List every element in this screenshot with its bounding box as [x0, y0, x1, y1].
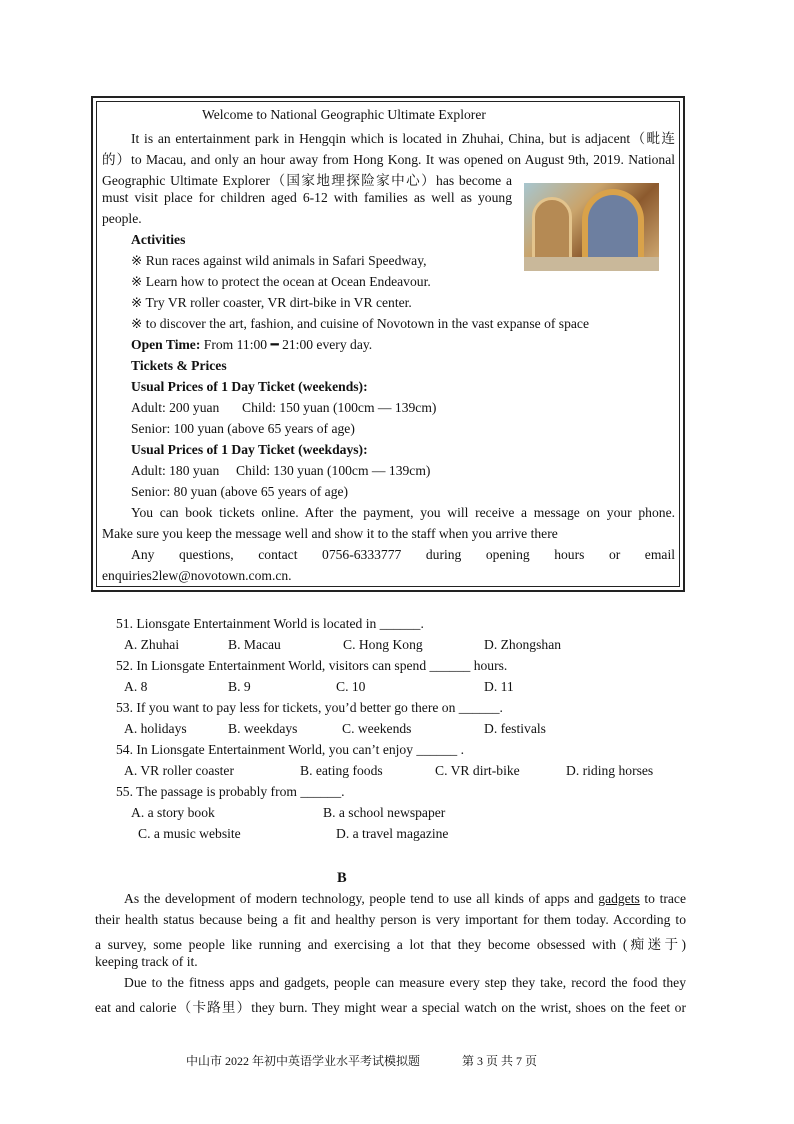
option: D. festivals [484, 721, 546, 736]
option: D. 11 [484, 679, 514, 694]
section-b-p2-line-1: Due to the fitness apps and gadgets, people can measure every step they take, record the food they [124, 975, 686, 990]
section-b-p2-line-2: eat and calorie（卡路里）they burn. They might wear a special watch on the wrist, shoes on the feet or [95, 1000, 686, 1015]
booking-line-2: Make sure you keep the message well and show it to the staff when you arrive there [102, 526, 558, 541]
intro-line-2: 的）to Macau, and only an hour away from Hong Kong. It was opened on August 9th, 2019. National [102, 152, 675, 167]
booking-line-1: You can book tickets online. After the payment, you will receive a message on your phone. [131, 505, 675, 520]
option: A. Zhuhai [124, 637, 180, 652]
weekday-senior-price: Senior: 80 yuan (above 65 years of age) [131, 484, 349, 499]
weekend-heading: Usual Prices of 1 Day Ticket (weekends): [131, 379, 368, 394]
option: D. a travel magazine [336, 826, 449, 841]
intro-line-4: must visit place for children aged 6-12 with families as well as young [102, 190, 512, 205]
section-b-heading: B [337, 870, 347, 886]
weekday-adult-price: Adult: 180 yuan [131, 463, 220, 478]
weekday-heading: Usual Prices of 1 Day Ticket (weekdays): [131, 442, 368, 457]
intro-line-5: people. [102, 211, 142, 226]
photo-main-arch [582, 189, 644, 267]
photo-floor [524, 257, 659, 271]
question-stem: 52. In Lionsgate Entertainment World, visitors can spend ______ hours. [116, 658, 508, 673]
activity-item: ※ Run races against wild animals in Safari Speedway, [131, 253, 427, 268]
option: B. a school newspaper [323, 805, 446, 820]
p1-text-after: to trace [639, 891, 686, 906]
section-b-p1-line-4: keeping track of it. [95, 954, 198, 969]
open-time-label: Open Time: [131, 337, 201, 352]
contact-line-1: Any questions, contact 0756-6333777 during opening hours or email [131, 547, 675, 562]
option: B. weekdays [228, 721, 298, 736]
option: A. VR roller coaster [124, 763, 234, 778]
question-stem: 54. In Lionsgate Entertainment World, you can’t enjoy ______ . [116, 742, 464, 757]
question-stem: 51. Lionsgate Entertainment World is located in ______. [116, 616, 424, 631]
footer-page-info: 第 3 页 共 7 页 [462, 1054, 538, 1068]
section-b-p1-line-3: a survey, some people like running and exercising a lot that they become obsessed with (痴迷于) [95, 937, 686, 952]
activity-item: ※ to discover the art, fashion, and cuisine of Novotown in the vast expanse of space [131, 316, 589, 331]
weekend-senior-price: Senior: 100 yuan (above 65 years of age) [131, 421, 355, 436]
passage-title: Welcome to National Geographic Ultimate Explorer [202, 107, 486, 122]
explorer-gate-photo [524, 183, 659, 271]
activity-item: ※ Try VR roller coaster, VR dirt-bike in VR center. [131, 295, 412, 310]
option: A. holidays [124, 721, 187, 736]
option: B. Macau [228, 637, 281, 652]
option: C. a music website [138, 826, 241, 841]
weekend-adult-price: Adult: 200 yuan [131, 400, 220, 415]
option: C. VR dirt-bike [435, 763, 520, 778]
tickets-heading: Tickets & Prices [131, 358, 227, 373]
option: A. a story book [131, 805, 215, 820]
weekday-child-price: Child: 130 yuan (100cm — 139cm) [236, 463, 431, 478]
section-b-p1-line-1 [124, 891, 686, 909]
weekend-child-price: Child: 150 yuan (100cm — 139cm) [242, 400, 437, 415]
photo-side-arch [532, 197, 572, 261]
option: D. Zhongshan [484, 637, 562, 652]
option: A. 8 [124, 679, 148, 694]
intro-line-1: It is an entertainment park in Hengqin which is located in Zhuhai, China, but is adjacent（毗连 [131, 131, 675, 146]
option: B. eating foods [300, 763, 383, 778]
option: C. weekends [342, 721, 412, 736]
footer-exam-title: 中山市 2022 年初中英语学业水平考试模拟题 [186, 1054, 421, 1068]
open-time-value: From 11:00 ━ 21:00 every day. [200, 337, 373, 352]
intro-line-3: Geographic Ultimate Explorer（国家地理探险家中心）has become a [102, 173, 512, 188]
option: B. 9 [228, 679, 251, 694]
question-stem: 53. If you want to pay less for tickets, you’d better go there on ______. [116, 700, 503, 715]
option: C. Hong Kong [343, 637, 423, 652]
question-stem: 55. The passage is probably from ______. [116, 784, 345, 799]
activities-heading: Activities [131, 232, 186, 247]
activity-item: ※ Learn how to protect the ocean at Ocean Endeavour. [131, 274, 431, 289]
option: D. riding horses [566, 763, 654, 778]
gadgets-underlined-word: gadgets [598, 891, 640, 906]
section-b-p1-line-2: their health status because being a fit and healthy person is very important for them today. According to [95, 912, 686, 927]
open-time [131, 337, 372, 353]
contact-line-2: enquiries2lew@novotown.com.cn. [102, 568, 292, 583]
p1-text-before: As the development of modern technology, people tend to use all kinds of apps and [124, 891, 599, 906]
option: C. 10 [336, 679, 366, 694]
